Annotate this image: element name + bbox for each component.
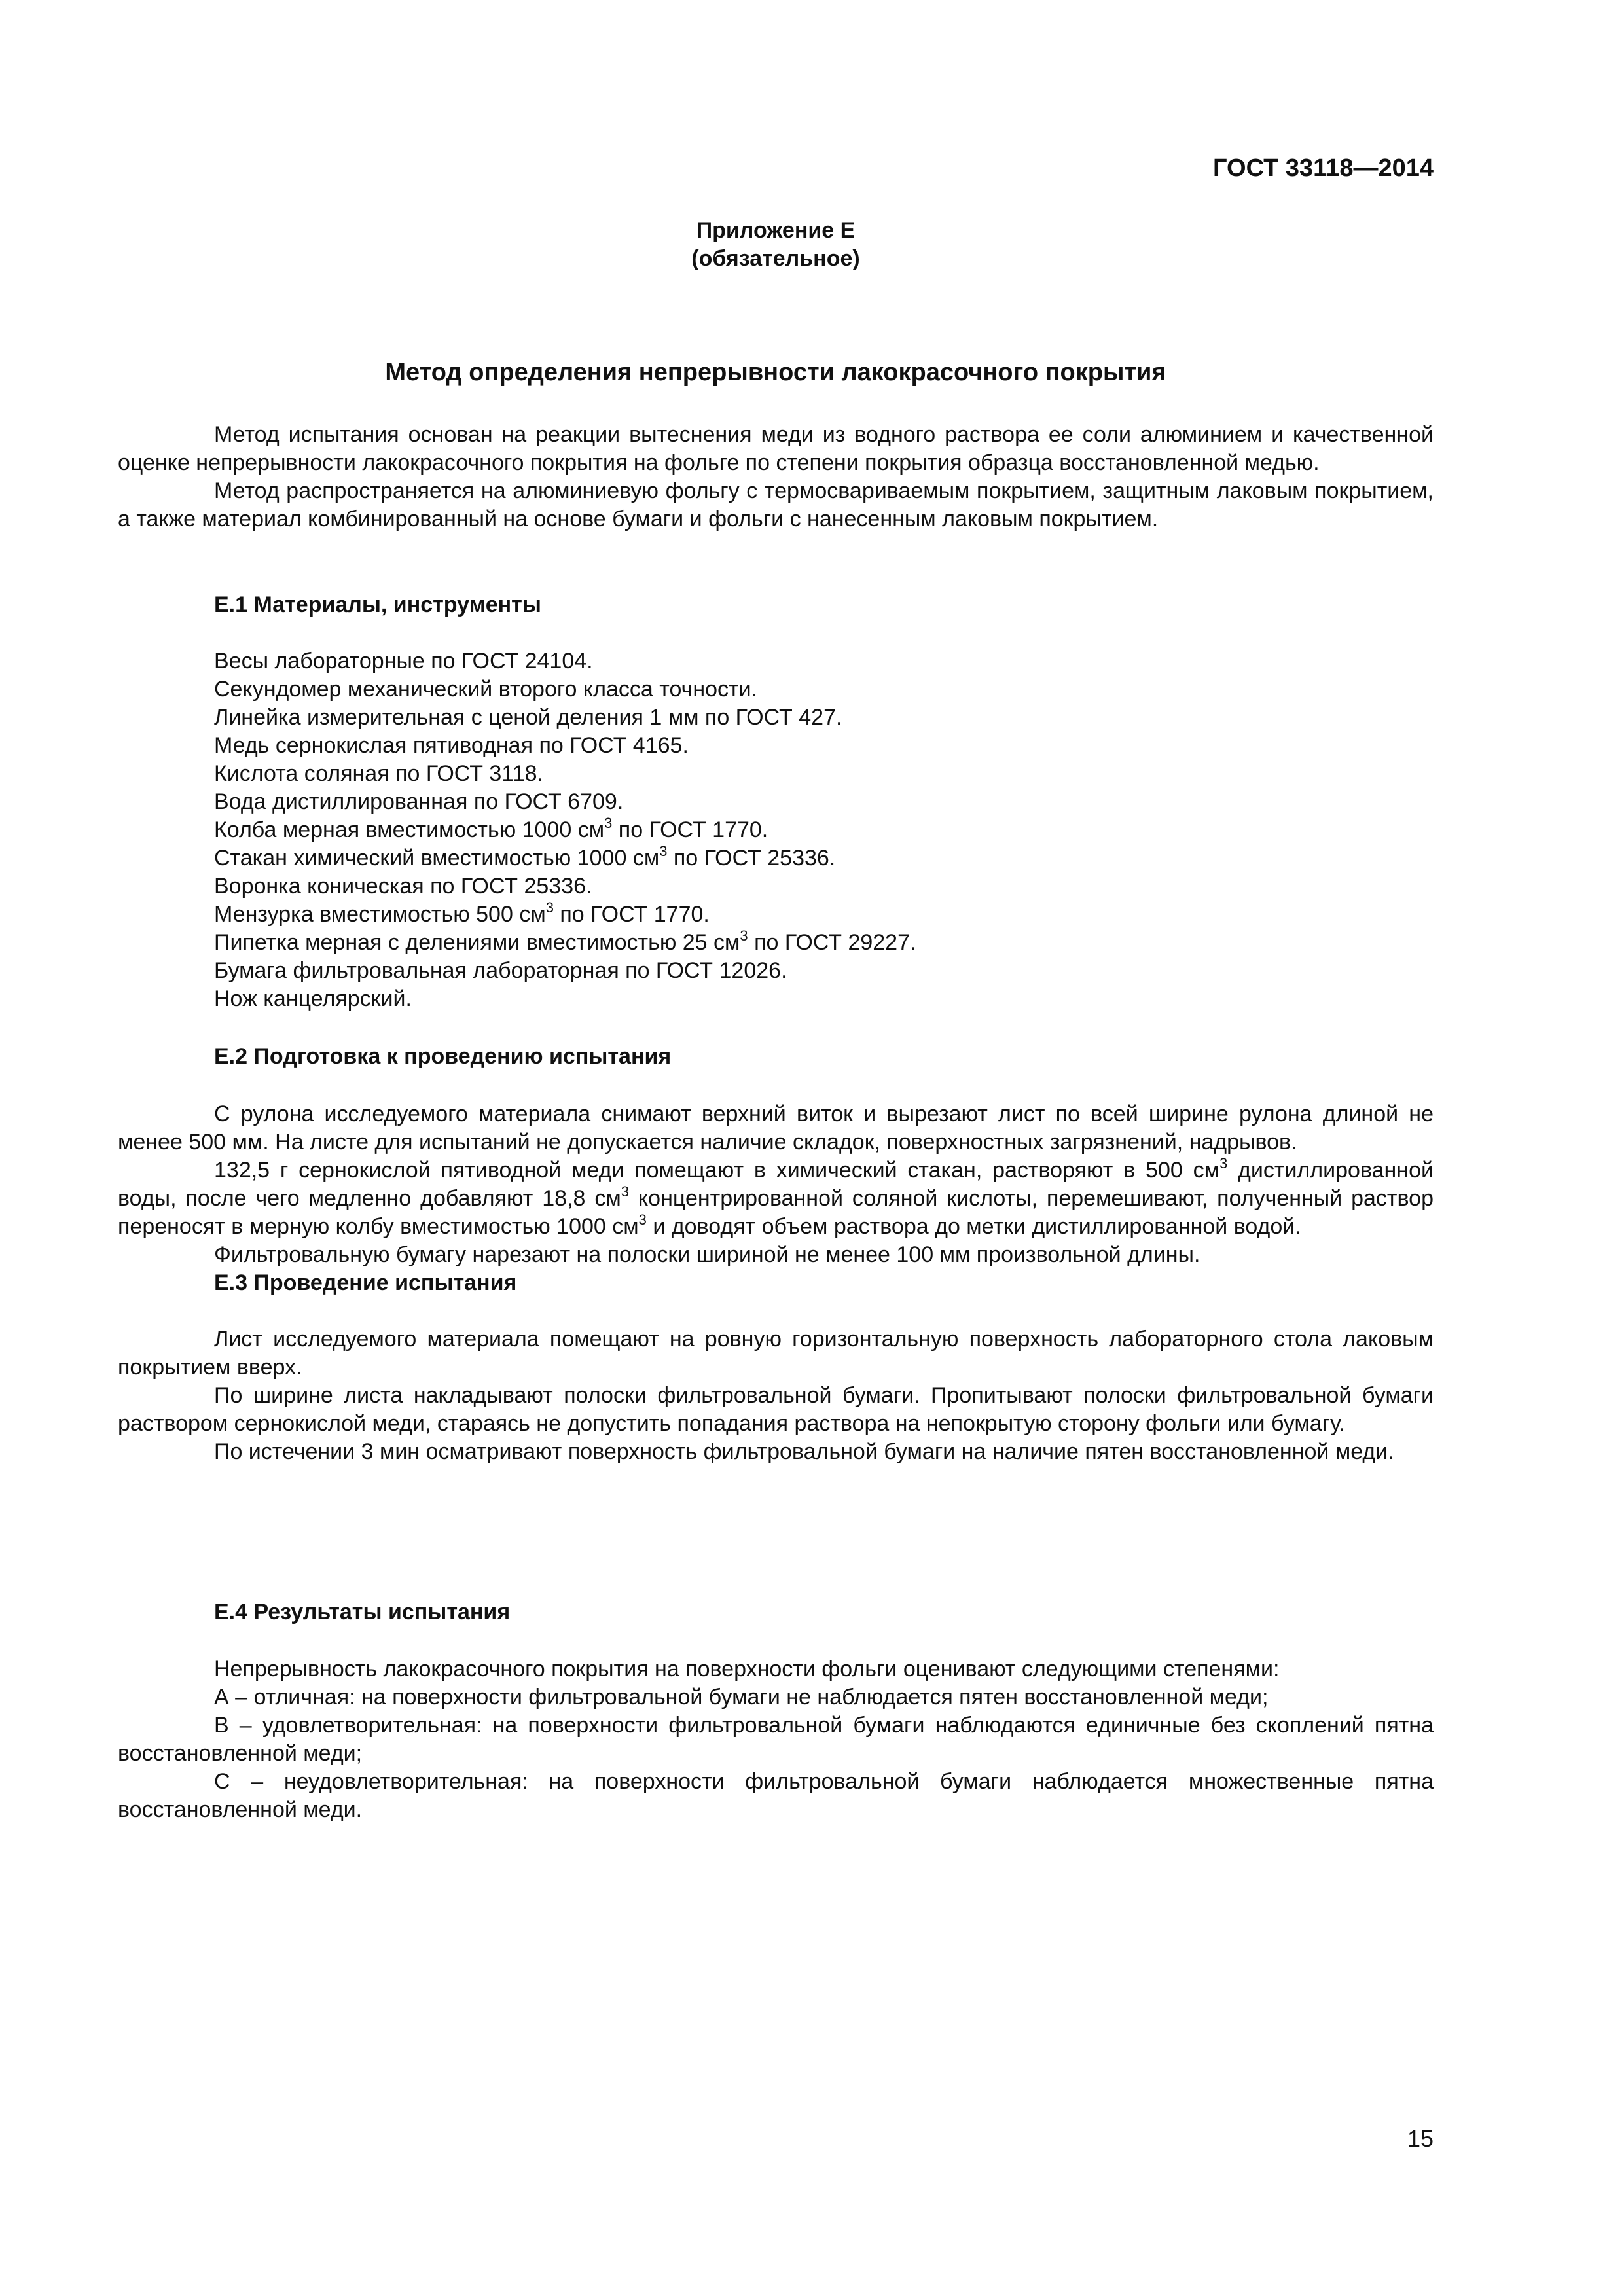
superscript: 3	[545, 899, 554, 916]
intro-paragraph: Метод распространяется на алюминиевую фольгу с термосвариваемым покрытием, защитным лаковым покрытием, а также материал комбинированный на основе бумаги и фольги с нанесенным лаковым покрытием.	[118, 478, 1434, 531]
superscript: 3	[638, 1211, 647, 1228]
list-item-text: по ГОСТ 25336.	[667, 846, 836, 870]
list-item: Вода дистиллированная по ГОСТ 6709.	[214, 789, 624, 814]
list-item	[118, 901, 1434, 929]
list-item: Нож канцелярский.	[214, 986, 412, 1011]
document-code: ГОСТ 33118—2014	[1213, 154, 1434, 182]
paragraph: С – неудовлетворительная: на поверхности фильтровальной бумаги наблюдается множественные пятна восстановленной меди.	[118, 1769, 1434, 1822]
appendix-status: (обязательное)	[691, 246, 860, 271]
main-title: Метод определения непрерывности лакокрасочного покрытия	[385, 359, 1166, 386]
paragraph: По истечении 3 мин осматривают поверхность фильтровальной бумаги на наличие пятен восстановленной меди.	[214, 1439, 1394, 1464]
paragraph-text: и доводят объем раствора до метки дистиллированной водой.	[646, 1214, 1301, 1239]
intro-paragraph: Метод испытания основан на реакции вытеснения меди из водного раствора ее соли алюминием и качественной оценке непрерывности лакокрасочного покрытия на фольге по степени покрытия образца восстановленной медью.	[118, 422, 1434, 475]
section-heading-e3: Е.3 Проведение испытания	[214, 1270, 517, 1295]
list-item: Линейка измерительная с ценой деления 1 мм по ГОСТ 427.	[214, 705, 842, 730]
list-item-text: по ГОСТ 1770.	[612, 817, 768, 842]
list-item: Весы лабораторные по ГОСТ 24104.	[214, 649, 593, 673]
list-item: Воронка коническая по ГОСТ 25336.	[214, 874, 592, 899]
paragraph-text: дистиллированной воды, после чего медленно добавляют 18,8 см	[118, 1158, 1434, 1211]
paragraph: Непрерывность лакокрасочного покрытия на поверхности фольги оценивают следующими степенями:	[214, 1657, 1280, 1681]
list-item-text: по ГОСТ 29227.	[748, 930, 916, 955]
section-heading-e1: Е.1 Материалы, инструменты	[214, 592, 541, 617]
page-number: 15	[1407, 2125, 1434, 2152]
list-item	[118, 929, 1434, 957]
paragraph-text: 132,5 г сернокислой пятиводной меди помещают в химический стакан, растворяют в 500 см	[214, 1158, 1219, 1183]
list-item: Кислота соляная по ГОСТ 3118.	[214, 761, 543, 786]
list-item: Секундомер механический второго класса точности.	[214, 677, 758, 702]
results-section	[118, 1655, 1434, 1824]
paragraph	[118, 1157, 1434, 1241]
paragraph-text: концентрированной соляной кислоты, перемешивают, полученный раствор переносят в мерную колбу вместимостью 1000 см	[118, 1186, 1434, 1239]
paragraph: Лист исследуемого материала помещают на ровную горизонтальную поверхность лабораторного стола лаковым покрытием вверх.	[118, 1327, 1434, 1380]
superscript: 3	[604, 815, 613, 831]
paragraph: А – отличная: на поверхности фильтровальной бумаги не наблюдается пятен восстановленной меди;	[214, 1685, 1269, 1710]
superscript: 3	[740, 927, 748, 944]
superscript: 3	[1219, 1155, 1228, 1172]
list-item-text: Стакан химический вместимостью 1000 см	[214, 846, 660, 870]
list-item: Бумага фильтровальная лабораторная по ГОСТ 12026.	[214, 958, 787, 983]
paragraph: По ширине листа накладывают полоски фильтровальной бумаги. Пропитывают полоски фильтровальной бумаги раствором сернокислой меди, стараясь не допустить попадания раствора на непокрытую сторону фольги или бумагу.	[118, 1383, 1434, 1436]
paragraph: В – удовлетворительная: на поверхности фильтровальной бумаги наблюдаются единичные без скоплений пятна восстановленной меди;	[118, 1713, 1434, 1766]
list-item-text: Пипетка мерная с делениями вместимостью 25 см	[214, 930, 740, 955]
paragraph: С рулона исследуемого материала снимают верхний виток и вырезают лист по всей ширине рулона длиной не менее 500 мм. На листе для испытаний не допускается наличие складок, поверхностных загрязнений, надрывов.	[118, 1102, 1434, 1155]
list-item	[118, 816, 1434, 844]
list-item-text: по ГОСТ 1770.	[553, 902, 710, 927]
list-item	[118, 844, 1434, 872]
list-item: Медь сернокислая пятиводная по ГОСТ 4165.	[214, 733, 689, 758]
materials-list	[118, 647, 1434, 1013]
list-item-text: Колба мерная вместимостью 1000 см	[214, 817, 605, 842]
section-heading-e2: Е.2 Подготовка к проведению испытания	[214, 1044, 672, 1069]
intro-section	[118, 421, 1434, 533]
section-heading-e4: Е.4 Результаты испытания	[214, 1600, 511, 1624]
paragraph: Фильтровальную бумагу нарезают на полоски шириной не менее 100 мм произвольной длины.	[214, 1242, 1200, 1267]
appendix-title: Приложение Е	[696, 218, 856, 243]
list-item-text: Мензурка вместимостью 500 см	[214, 902, 546, 927]
superscript: 3	[659, 843, 668, 859]
superscript: 3	[621, 1183, 629, 1200]
appendix-heading	[118, 217, 1434, 273]
document-page	[118, 0, 1434, 2296]
preparation-section	[118, 1100, 1434, 1466]
